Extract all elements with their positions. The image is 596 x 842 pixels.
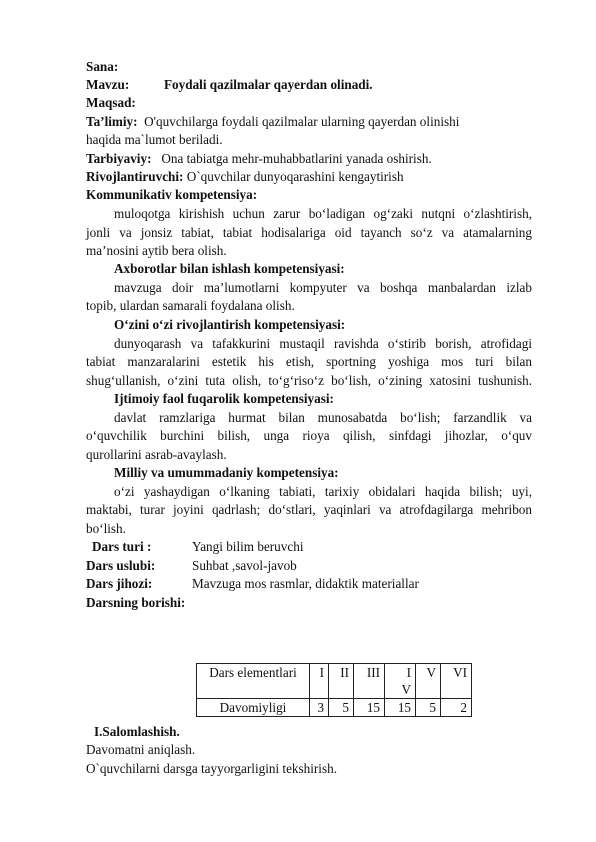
table-cell: 15 (354, 699, 385, 717)
table-cell: 5 (416, 699, 441, 717)
table-cell: I (310, 664, 329, 699)
dars-turi-value: Yangi bilim beruvchi (192, 539, 304, 554)
mavzu-label: Mavzu: (86, 77, 130, 92)
darsning-borishi-label: Darsning borishi: (86, 595, 186, 610)
milliy-text-1: o‘zi yashaydigan o‘lkaning tabiati, tarixiy obidalari haqida bilish; uyi, (114, 484, 532, 499)
talimiy-value-cont: haqida ma`lumot beriladi. (86, 132, 223, 147)
table-row (197, 699, 472, 717)
ozini-text-1: dunyoqarash va tafakkurini mustaqil ravishda o‘stirib borish, atrofidagi (114, 336, 532, 351)
ijtimoiy-text-2: o‘quvchilik burchini bilish, unga rioya qilish, sinfdagi jihozlar, o‘quv (86, 428, 532, 443)
dars-turi-label: Dars turi : (92, 539, 152, 554)
tarbiyaviy-value: Ona tabiatga mehr-muhabbatlarini yanada oshirish. (161, 151, 432, 166)
milliy-title: Milliy va umummadaniy kompetensiya: (114, 465, 339, 480)
dars-uslubi-label: Dars uslubi: (86, 558, 156, 573)
kommunikativ-title: Kommunikativ kompetensiya: (86, 187, 258, 202)
ozini-text-2: tabiat manzaralarini estetik his etish, sportning yoshiga mos turi bilan (86, 354, 532, 369)
rivoj-line (86, 168, 404, 185)
ijtimoiy-text-3: qurollarini asrab-avaylash. (86, 447, 227, 462)
dars-uslubi-value: Suhbat ,savol-javob (192, 558, 297, 573)
maqsad-label: Maqsad: (86, 95, 136, 110)
kommunikativ-text-1: muloqotga kirishish uchun zarur bo‘ladigan og‘zaki nutqni o‘zlashtirish, (114, 206, 532, 221)
talimiy-value: O'quvchilarga foydali qazilmalar ularning qayerdan olinishi (144, 114, 460, 129)
talimiy-line (86, 113, 459, 130)
table-cell: Dars elementlari (197, 664, 310, 699)
lesson-time-table (196, 663, 472, 717)
axborot-title: Axborotlar bilan ishlash kompetensiyasi: (114, 261, 345, 276)
table-cell: I V (385, 664, 416, 699)
table-row (197, 664, 472, 699)
table-cell: 5 (329, 699, 354, 717)
table-cell: III (354, 664, 385, 699)
table-cell: 3 (310, 699, 329, 717)
milliy-text-2: maktabi, turar joyini qadrlash; do‘stlari, yaqinlari va atrofdagilarga mehribon (86, 502, 532, 517)
table-cell: V (416, 664, 441, 699)
mavzu-line (86, 76, 373, 93)
axborot-text-2: topib, ulardan samarali foydalana olish. (86, 298, 295, 313)
tarbiyaviy-line (86, 150, 432, 167)
axborot-text-1: mavzuga doir ma’lumotlarni kompyuter va boshqa manbalardan izlab (114, 280, 532, 295)
ijtimoiy-text-1: davlat ramzlariga hurmat bilan munosabatda bo‘lish; farzandlik va (114, 410, 532, 425)
kommunikativ-text-3: ma’nosini aytib bera olish. (86, 243, 227, 258)
salomlashish-title: I.Salomlashish. (94, 724, 180, 739)
dars-uslubi-line (86, 557, 297, 574)
table-cell: 15 (385, 699, 416, 717)
kommunikativ-text-2: jonli va jonsiz tabiat, tabiat hodisalariga oid tayanch so‘z va atamalarning (86, 225, 532, 240)
ozini-title: O‘zini o‘zi rivojlantirish kompetensiyasi: (114, 317, 346, 332)
milliy-text-3: bo‘lish. (86, 521, 126, 536)
tarbiyaviy-label: Tarbiyaviy: (86, 151, 152, 166)
dars-jihozi-value: Mavzuga mos rasmlar, didaktik materiallar (192, 576, 419, 591)
talimiy-label: Ta’limiy: (86, 114, 138, 129)
ijtimoiy-title: Ijtimoiy faol fuqarolik kompetensiyasi: (114, 391, 334, 406)
table-cell: Davomiyligi (197, 699, 310, 717)
table-cell: 2 (441, 699, 472, 717)
sana-label: Sana: (86, 59, 119, 74)
dars-turi-line (92, 538, 303, 555)
rivoj-label: Rivojlantiruvchi: (86, 169, 184, 184)
davomat-line: Davomatni aniqlash. (86, 742, 196, 757)
tayyorgarlik-line: O`quvchilarni darsga tayyorgarligini tekshirish. (86, 761, 337, 776)
ozini-text-3: shug‘ullanish, o‘zini tuta olish, to‘g‘riso‘z bo‘lish, o‘zining xatosini tushunish. (86, 373, 532, 388)
table-cell: II (329, 664, 354, 699)
mavzu-value: Foydali qazilmalar qayerdan olinadi. (164, 77, 373, 92)
rivoj-value: O`quvchilar dunyoqarashini kengaytirish (186, 169, 404, 184)
dars-jihozi-line (86, 575, 419, 592)
dars-jihozi-label: Dars jihozi: (86, 576, 153, 591)
table-cell: VI (441, 664, 472, 699)
